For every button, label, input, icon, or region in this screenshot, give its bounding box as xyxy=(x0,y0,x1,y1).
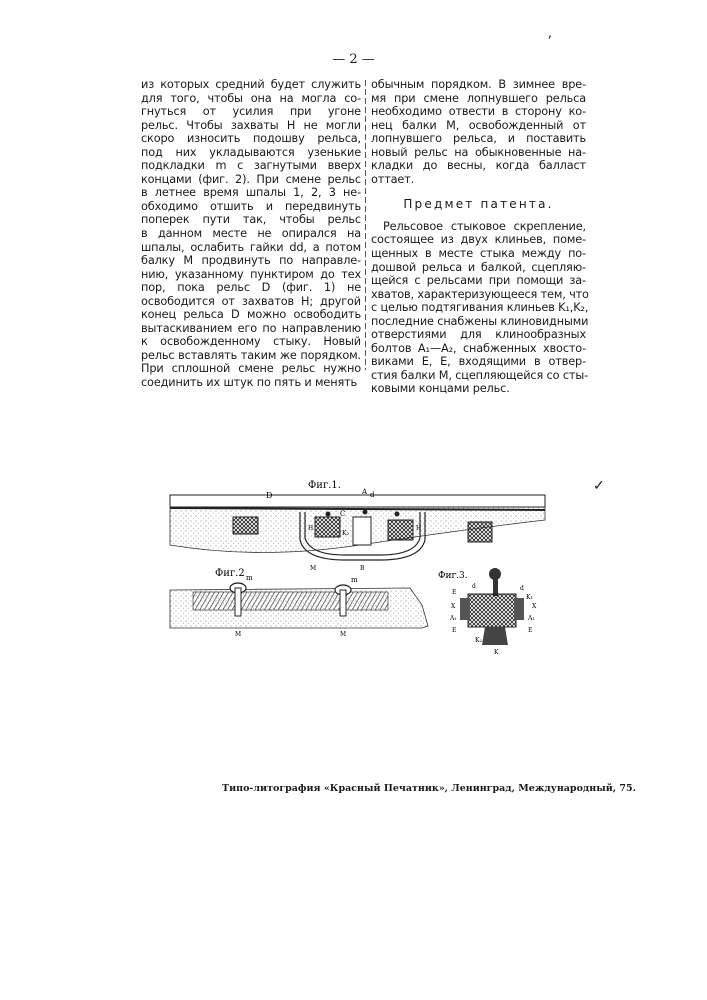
text-line: дошвой рельса и балкой, сцепляю- xyxy=(371,261,586,275)
fig2-letter: m xyxy=(246,574,253,582)
fig1-letter: H xyxy=(308,525,313,532)
fig1-letter: M xyxy=(310,565,316,572)
fig2-letter: m xyxy=(351,576,358,584)
text-line: концами (фиг. 2). При смене рельс xyxy=(141,173,361,187)
figure-3 xyxy=(438,568,537,655)
text-line: под них укладываются узенькие xyxy=(141,146,361,160)
text-line: оттает. xyxy=(371,173,586,187)
claim-text xyxy=(371,220,586,396)
fig2-letter: M xyxy=(235,631,241,638)
text-line: конец рельса D можно освободить xyxy=(141,308,361,322)
fig1-letter: K₂ xyxy=(342,530,349,537)
text-line: нию, указанному пунктиром до тех xyxy=(141,268,361,282)
fig1-letter: H xyxy=(416,525,421,532)
text-line: нец балки M, освобожденный от xyxy=(371,119,586,133)
ink-mark: ✓ xyxy=(593,478,605,494)
text-line: При сплошной смене рельс нужно xyxy=(141,362,361,376)
claim-heading: Предмет патента. xyxy=(371,198,586,212)
ink-mark: ʼ xyxy=(547,34,551,50)
fig3-letter: E xyxy=(452,627,456,634)
text-line: шпалы, ослабить гайки dd, а потом xyxy=(141,241,361,255)
text-line: последние снабжены клиновидными xyxy=(371,315,586,329)
text-line: хватов, характеризующееся тем, что xyxy=(371,288,586,302)
text-line: болтов A₁—A₂, снабженных хвосто- xyxy=(371,342,586,356)
text-line: для того, чтобы она на могла со- xyxy=(141,92,361,106)
printer-imprint: Типо-литография «Красный Печатник», Ленинград, Международный, 75. xyxy=(222,783,636,794)
fig3-letter: X xyxy=(451,603,456,610)
text-line: в летнее время шпалы 1, 2, 3 не- xyxy=(141,186,361,200)
text-line: к освобожденному стыку. Новый xyxy=(141,335,361,349)
text-line: стия балки M, сцепляющейся со сты- xyxy=(371,369,586,383)
text-line: щенных в месте стыка между по- xyxy=(371,247,586,261)
text-line: скоро износить подошву рельса, xyxy=(141,132,361,146)
column-divider xyxy=(365,80,366,370)
text-line: освободится от захватов H; другой xyxy=(141,295,361,309)
text-line: виками E, E, входящими в отвер- xyxy=(371,355,586,369)
text-line: рельс вставлять таким же порядком. xyxy=(141,349,361,363)
text-line: мя при смене лопнувшего рельса xyxy=(371,92,586,106)
text-line: из которых средний будет служить xyxy=(141,78,361,92)
text-line: Рельсовое стыковое скрепление, xyxy=(371,220,586,234)
patent-drawings xyxy=(160,470,560,655)
text-line: гнуться от усилия при угоне xyxy=(141,105,361,119)
text-line: поперек пути так, чтобы рельс xyxy=(141,213,361,227)
text-line: отверстиями для клинообразных xyxy=(371,328,586,342)
text-line: щейся с рельсами при помощи за- xyxy=(371,274,586,288)
text-line: кладки до весны, когда балласт xyxy=(371,159,586,173)
text-line: пор, пока рельс D (фиг. 1) не xyxy=(141,281,361,295)
fig3-letter: d xyxy=(520,585,524,592)
text-line: обходимо отшить и передвинуть xyxy=(141,200,361,214)
text-line: соединить их штук по пять и менять xyxy=(141,376,361,390)
fig3-letter: E xyxy=(452,589,456,596)
page-number: — 2 — xyxy=(0,52,707,67)
fig3-letter: X xyxy=(532,603,537,610)
fig3-letter: d xyxy=(472,583,476,590)
fig1-label: Фиг.1. xyxy=(308,480,341,491)
fig1-letter: A xyxy=(361,488,368,496)
text-line: вытаскиванием его по направлению xyxy=(141,322,361,336)
fig2-label: Фиг.2 xyxy=(215,568,245,579)
text-line: обычным порядком. В зимнее вре- xyxy=(371,78,586,92)
text-line: балку M продвинуть по направле- xyxy=(141,254,361,268)
text-line: состоящее из двух клиньев, поме- xyxy=(371,233,586,247)
fig1-letter: B xyxy=(360,565,365,572)
fig3-letter: K₁ xyxy=(526,594,533,601)
fig2-letter: M xyxy=(340,631,346,638)
text-line: с целью подтягивания клиньев K₁,K₂, xyxy=(371,301,586,315)
fig1-letter: C xyxy=(340,510,345,518)
text-line: новый рельс на обыкновенные на- xyxy=(371,146,586,160)
fig3-label: Фиг.3. xyxy=(438,571,468,581)
text-line: в данном месте не опирался на xyxy=(141,227,361,241)
fig3-letter: K₂ xyxy=(475,637,482,644)
fig3-letter: K xyxy=(494,649,499,655)
fig3-letter: A₁ xyxy=(449,615,457,622)
text-line: подкладки m с загнутыми вверх xyxy=(141,159,361,173)
fig1-letter: D xyxy=(266,491,272,500)
fig3-letter: A₁ xyxy=(527,615,535,622)
text-line: необходимо отвести в сторону ко- xyxy=(371,105,586,119)
fig1-letter: d xyxy=(370,491,375,499)
text-line: рельс. Чтобы захваты H не могли xyxy=(141,119,361,133)
left-text-column xyxy=(141,78,361,390)
continuation-text xyxy=(371,78,586,186)
text-line: ковыми концами рельс. xyxy=(371,382,586,396)
figure-1 xyxy=(170,480,545,572)
figure-2 xyxy=(170,568,428,638)
text-line: лопнувшего рельса, и поставить xyxy=(371,132,586,146)
fig3-letter: E xyxy=(528,627,532,634)
right-text-column xyxy=(371,78,586,396)
